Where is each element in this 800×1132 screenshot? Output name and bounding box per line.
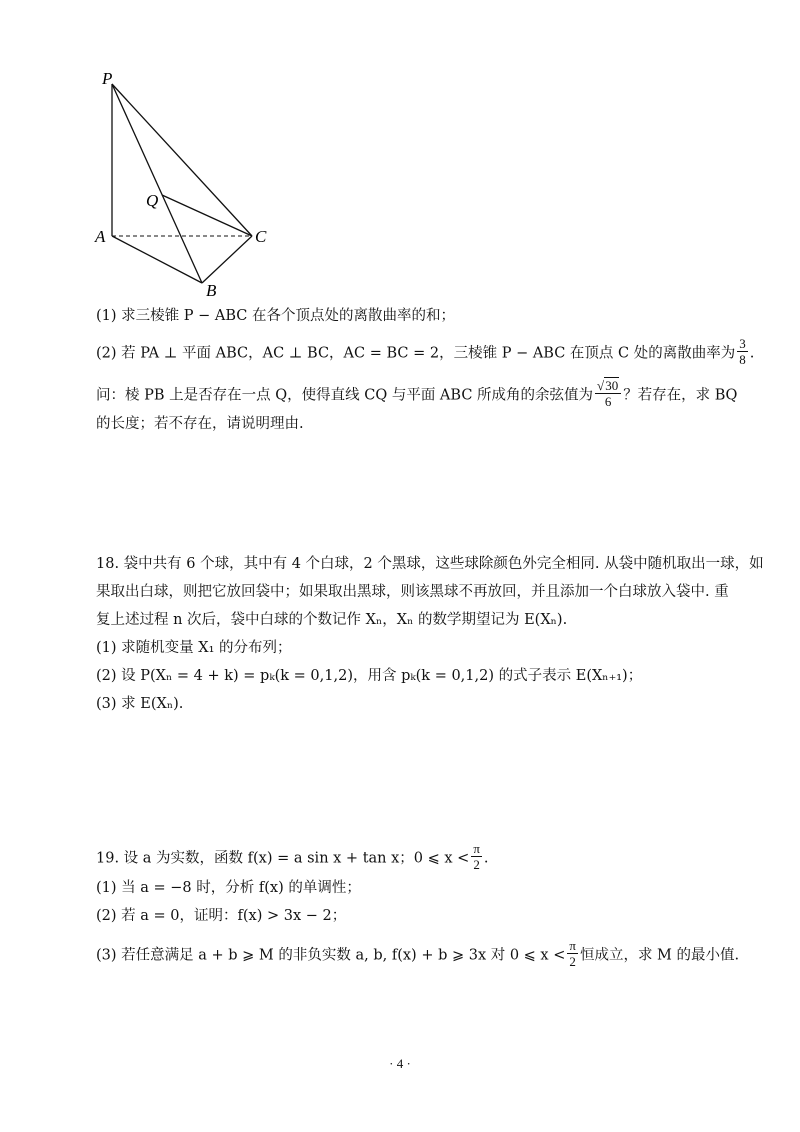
p17-question-2	[96, 338, 754, 369]
fraction-numerator: π	[473, 841, 480, 856]
p18-question-1: (1) 求随机变量 X₁ 的分布列；	[96, 640, 292, 656]
p17-question-3	[96, 380, 737, 411]
edge-AB	[112, 236, 202, 283]
fraction-numerator: 3	[739, 336, 746, 351]
fraction-numerator: √30	[595, 378, 621, 394]
p19-stem-text: 19. 设 a 为实数，函数 f(x) = a sin x + tan x；0 ⩽ x <	[96, 850, 470, 867]
fraction-numerator: π	[569, 938, 576, 953]
p18-stem-line-3: 复上述过程 n 次后，袋中白球的个数记作 Xₙ，Xₙ 的数学期望记为 E(Xₙ).	[96, 612, 568, 628]
p19-question-3-text: (3) 若任意满足 a + b ⩾ M 的非负实数 a, b, f(x) + b ⩾ 3x 对 0 ⩽ x <	[96, 947, 566, 964]
p19-question-1: (1) 当 a = −8 时，分析 f(x) 的单调性；	[96, 880, 361, 896]
edge-PC	[112, 84, 252, 236]
p19-question-3	[96, 940, 739, 971]
label-C: C	[255, 227, 267, 246]
fraction-pi-over-2	[471, 841, 482, 872]
p19-stem	[96, 843, 489, 874]
fraction-denominator: 2	[473, 857, 480, 872]
p17-question-1: (1) 求三棱锥 P − ABC 在各个顶点处的离散曲率的和；	[96, 308, 455, 324]
fraction-denominator: 8	[739, 352, 746, 367]
p19-question-2: (2) 若 a = 0，证明：f(x) > 3x − 2；	[96, 908, 347, 924]
fraction-denominator: 2	[569, 954, 576, 969]
p18-question-3: (3) 求 E(Xₙ).	[96, 696, 184, 712]
fraction-pi-over-2	[567, 938, 578, 969]
label-P: P	[102, 69, 113, 88]
period: .	[483, 850, 489, 867]
p17-question-2-text: (2) 若 PA ⊥ 平面 ABC，AC ⊥ BC，AC = BC = 2，三棱锥 P − ABC 在顶点 C 处的离散曲率为	[96, 345, 736, 362]
p19-question-3-tail: 恒成立，求 M 的最小值.	[579, 947, 740, 964]
p17-question-4: 的长度；若不存在，请说明理由.	[96, 416, 304, 432]
label-B: B	[206, 281, 217, 300]
radicand: 30	[605, 378, 619, 393]
fraction-sqrt30-over-6	[595, 378, 621, 409]
p18-stem-line-2: 果取出白球，则把它放回袋中；如果取出黑球，则该黑球不再放回，并且添加一个白球放入袋中. 重	[96, 584, 729, 600]
edge-PB	[112, 84, 202, 283]
segment-QC	[162, 195, 252, 236]
p17-question-3-text: 问：棱 PB 上是否存在一点 Q，使得直线 CQ 与平面 ABC 所成角的余弦值为	[96, 387, 594, 404]
label-A: A	[95, 227, 106, 246]
pyramid-figure	[90, 66, 290, 306]
p17-question-3-tail: ？若存在，求 BQ	[623, 387, 738, 404]
label-Q: Q	[146, 191, 159, 210]
fraction-3-8	[737, 336, 748, 367]
p18-question-2: (2) 设 P(Xₙ = 4 + k) = pₖ(k = 0,1,2)，用含 pₖ(k = 0,1,2) 的式子表示 E(Xₙ₊₁)；	[96, 668, 643, 684]
page-number: · 4 ·	[389, 1056, 411, 1071]
period: .	[749, 345, 755, 362]
edge-BC	[202, 236, 252, 283]
fraction-denominator: 6	[604, 394, 612, 409]
p18-stem-line-1: 18. 袋中共有 6 个球，其中有 4 个白球，2 个黑球，这些球除颜色外完全相同. 从袋中随机取出一球，如	[96, 556, 764, 572]
